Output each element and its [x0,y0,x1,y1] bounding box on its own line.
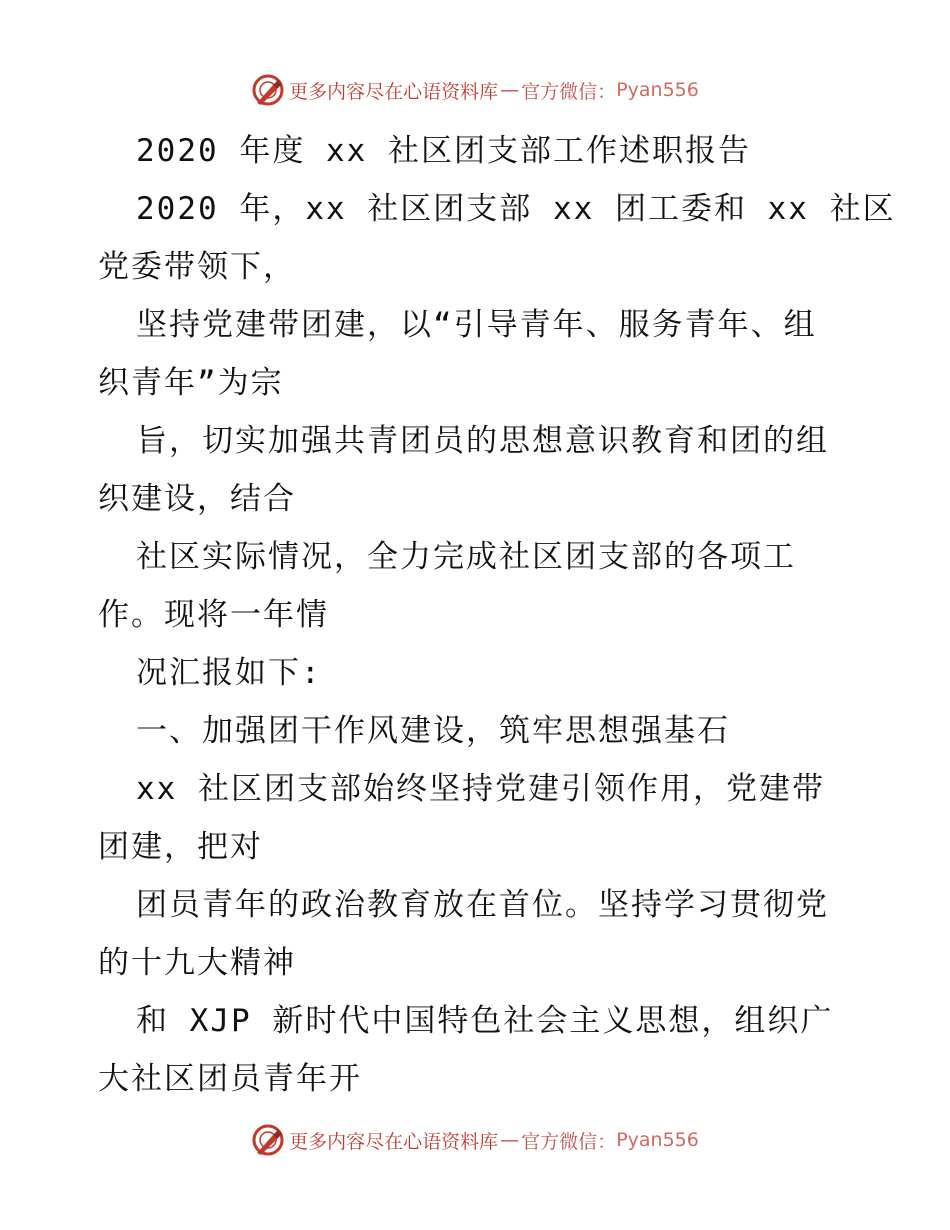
watermark-account: Pyan556 [616,1129,699,1151]
body-line: 团员青年的政治教育放在首位。坚持学习贯彻党 [136,887,829,923]
body-line: 作。现将一年情 [98,597,329,633]
body-line: 党委带领下， [98,249,296,285]
pen-logo-icon [251,73,285,107]
document-title: 2020 年度 xx 社区团支部工作述职报告 [136,133,751,169]
body-line: 织建设，结合 [98,481,296,517]
watermark-account: Pyan556 [616,79,699,101]
body-line: 和 XJP 新时代中国特色社会主义思想，组织广 [136,1003,834,1039]
body-line: 社区实际情况，全力完成社区团支部的各项工 [136,539,796,575]
body-line: 况汇报如下: [136,655,322,691]
watermark-separator: — [500,1129,520,1151]
watermark-separator: — [500,79,520,101]
body-line: 大社区团员青年开 [98,1061,362,1097]
watermark-main-text: 更多内容尽在心语资料库 [289,1130,499,1153]
watermark-secondary-text: 官方微信： [521,80,617,103]
document-body [98,122,896,1108]
body-line: 2020 年，xx 社区团支部 xx 团工委和 xx 社区 [136,191,896,227]
body-line: xx 社区团支部始终坚持党建引领作用，党建带 [136,771,825,807]
body-line: 团建，把对 [98,829,263,865]
body-line: 旨，切实加强共青团员的思想意识教育和团的组 [136,423,829,459]
body-line: 坚持党建带团建，以“引导青年、服务青年、组 [136,307,817,343]
watermark-footer [0,1120,950,1160]
pen-logo-icon [251,1123,285,1157]
body-line: 织青年”为宗 [98,365,284,401]
watermark-main-text: 更多内容尽在心语资料库 [289,80,499,103]
watermark-secondary-text: 官方微信： [521,1130,617,1153]
section-heading: 一、加强团干作风建设，筑牢思想强基石 [136,713,730,749]
watermark-header [0,70,950,110]
body-line: 的十九大精神 [98,945,296,981]
